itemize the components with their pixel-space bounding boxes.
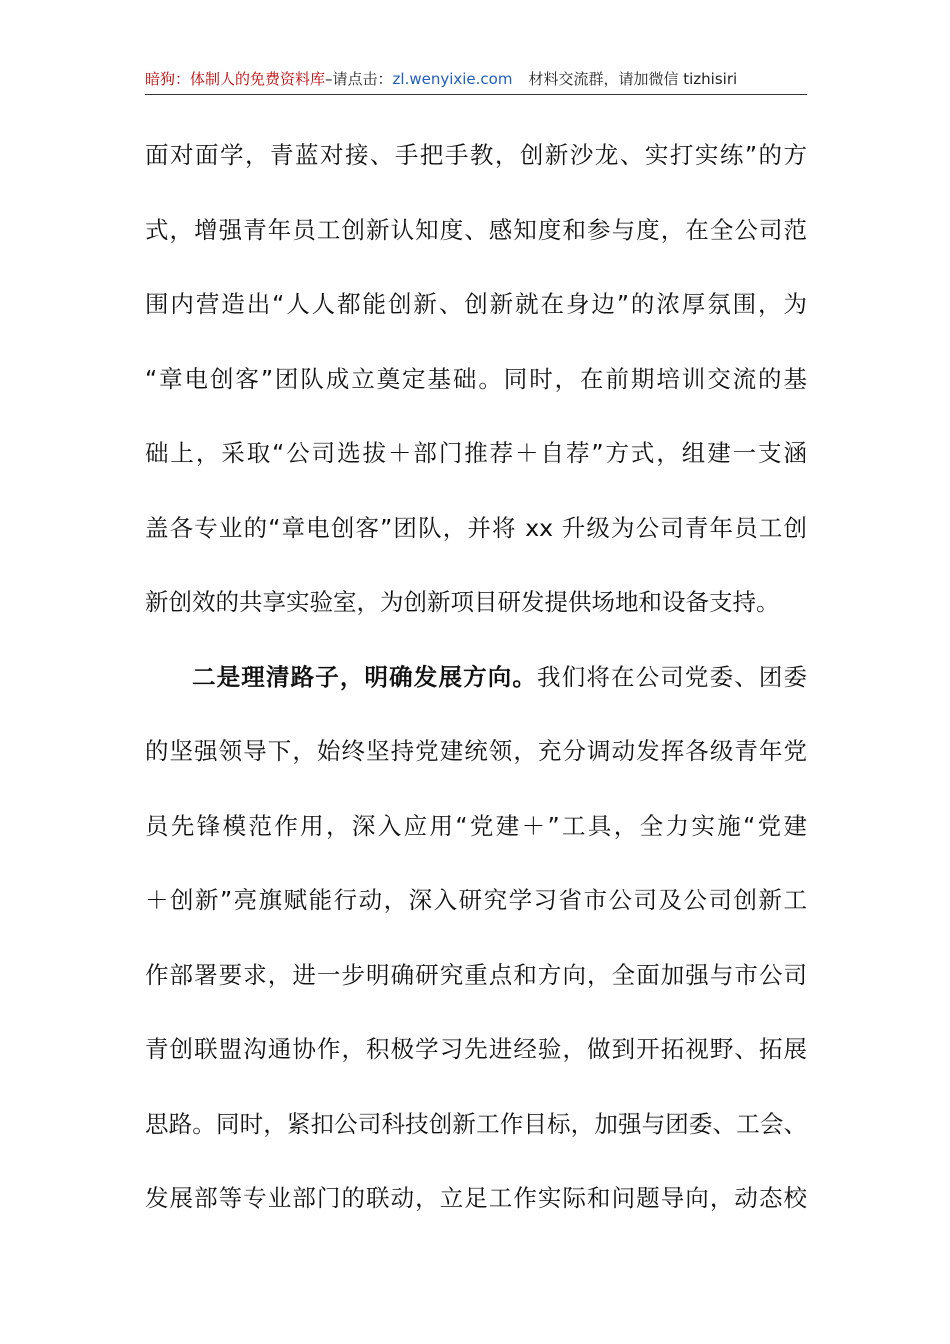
header-wechat-note: 材料交流群，请加微信 tizhisiri [528,70,738,88]
text-line: 式，增强青年员工创新认知度、感知度和参与度，在全公司范 [145,215,807,244]
text-line: 员先锋模范作用，深入应用“党建＋”工具，全力实施“党建 [145,811,807,840]
paragraph-heading: 二是理清路子，明确发展方向。 [192,662,538,691]
header-click-prompt: –请点击： [325,70,393,88]
document-body [145,118,807,1236]
text-line: 作部署要求，进一步明确研究重点和方向，全面加强与市公司 [145,960,807,989]
text-line-rest: 我们将在公司党委、团委 [537,662,808,691]
text-line: 面对面学，青蓝对接、手把手教，创新沙龙、实打实练”的方 [145,141,807,169]
header-brand: 暗狗：体制人的免费资料库 [145,70,326,88]
text-line: 青创联盟沟通协作，积极学习先进经验，做到开拓视野、拓展 [145,1035,807,1063]
text-line: 围内营造出“人人都能创新、创新就在身边”的浓厚氛围，为 [145,290,807,318]
page-header [145,68,807,95]
header-link[interactable]: zl.wenyixie.com [392,70,513,88]
text-line: 的坚强领导下，始终坚持党建统领，充分调动发挥各级青年党 [145,737,807,765]
text-line: “章电创客”团队成立奠定基础。同时，在前期培训交流的基 [145,364,807,393]
text-line: 新创效的共享实验室，为创新项目研发提供场地和设备支持。 [145,588,780,616]
paragraph-first-line [145,640,807,715]
text-line: 思路。同时，紧扣公司科技创新工作目标，加强与团委、工会、 [145,1109,807,1138]
text-line: 础上，采取“公司选拔＋部门推荐＋自荐”方式，组建一支涵 [145,439,807,467]
text-line: 发展部等专业部门的联动，立足工作实际和问题导向，动态校 [145,1184,807,1212]
text-line: 盖各专业的“章电创客”团队，并将 xx 升级为公司青年员工创 [145,513,807,542]
text-line: ＋创新”亮旗赋能行动，深入研究学习省市公司及公司创新工 [145,886,807,914]
